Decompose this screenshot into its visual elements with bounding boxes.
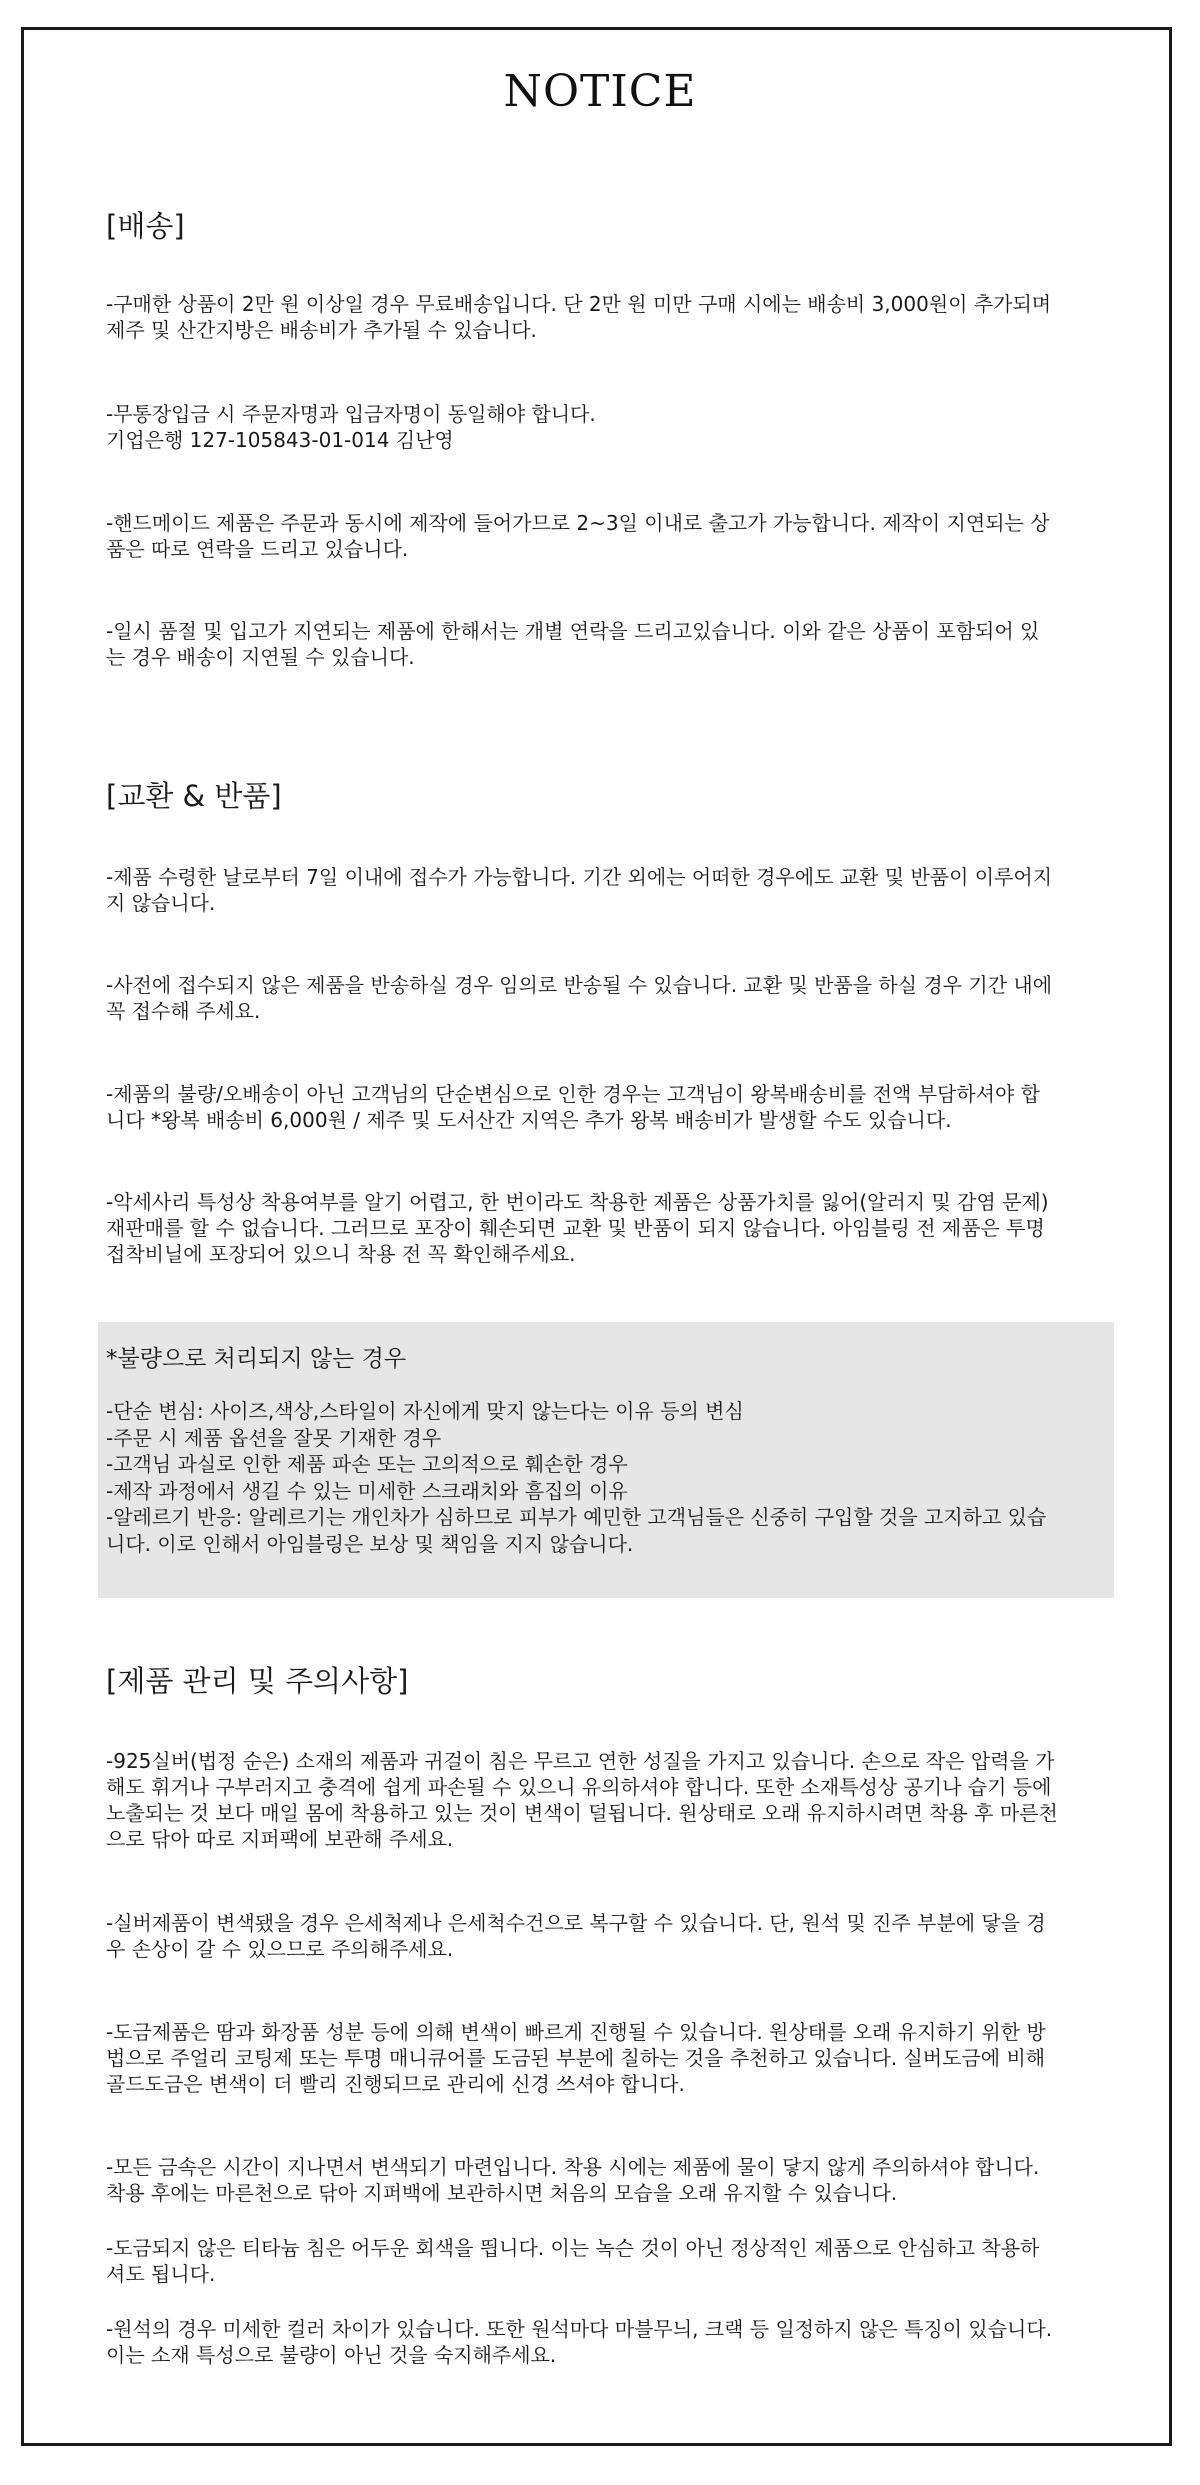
defect-box-title: *불량으로 처리되지 않는 경우: [106, 1346, 407, 1372]
text-line: -도금제품은 땀과 화장품 성분 등에 의해 변색이 빠르게 진행될 수 있습니다. 원상태를 오래 유지하기 위한 방: [106, 2020, 1046, 2044]
section-heading-care: [제품 관리 및 주의사항]: [106, 1664, 409, 1698]
care-paragraph-4: [106, 2154, 1116, 2206]
defect-list: [106, 1398, 1111, 1557]
care-paragraph-3: [106, 2019, 1116, 2097]
text-line: 니다 *왕복 배송비 6,000원 / 제주 및 도서산간 지역은 추가 왕복 배송비가 발생할 수도 있습니다.: [106, 1108, 952, 1132]
care-paragraph-5: [106, 2235, 1116, 2287]
text-line: -무통장입금 시 주문자명과 입금자명이 동일해야 합니다.: [106, 402, 596, 426]
shipping-paragraph-3: [106, 510, 1116, 562]
text-line: 제주 및 산간지방은 배송비가 추가될 수 있습니다.: [106, 318, 537, 342]
text-line: 착용 후에는 마른천으로 닦아 지퍼백에 보관하시면 처음의 모습을 오래 유지할 수 있습니다.: [106, 2181, 898, 2205]
shipping-paragraph-4: [106, 618, 1116, 670]
text-line: -원석의 경우 미세한 컬러 차이가 있습니다. 또한 원석마다 마블무늬, 크랙 등 일정하지 않은 특징이 있습니다.: [106, 2317, 1053, 2341]
text-line: 셔도 됩니다.: [106, 2262, 216, 2286]
text-line: -구매한 상품이 2만 원 이상일 경우 무료배송입니다. 단 2만 원 미만 구매 시에는 배송비 3,000원이 추가되며: [106, 292, 1052, 316]
text-line: 우 손상이 갈 수 있으므로 주의해주세요.: [106, 1937, 454, 1961]
exchange-paragraph-4: [106, 1189, 1116, 1267]
care-paragraph-6: [106, 2316, 1116, 2368]
text-line: 으로 닦아 따로 지퍼팩에 보관해 주세요.: [106, 1827, 454, 1851]
text-line: 재판매를 할 수 없습니다. 그러므로 포장이 훼손되면 교환 및 반품이 되지 않습니다. 아임블링 전 제품은 투명: [106, 1216, 1045, 1240]
section-heading-exchange: [교환 & 반품]: [106, 779, 282, 813]
list-item: -단순 변심: 사이즈,색상,스타일이 자신에게 맞지 않는다는 이유 등의 변심: [106, 1399, 744, 1423]
text-line: 이는 소재 특성으로 불량이 아닌 것을 숙지해주세요.: [106, 2343, 557, 2367]
text-line: -실버제품이 변색됐을 경우 은세척제나 은세척수건으로 복구할 수 있습니다. 단, 원석 및 진주 부분에 닿을 경: [106, 1911, 1046, 1935]
list-item: -고객님 과실로 인한 제품 파손 또는 고의적으로 훼손한 경우: [106, 1452, 628, 1476]
exchange-paragraph-3: [106, 1081, 1116, 1133]
text-line: 해도 휘거나 구부러지고 충격에 쉽게 파손될 수 있으니 유의하셔야 합니다. 또한 소재특성상 공기나 습기 등에: [106, 1775, 1052, 1799]
text-line: 접착비닐에 포장되어 있으니 착용 전 꼭 확인해주세요.: [106, 1242, 576, 1266]
text-line: -제품의 불량/오배송이 아닌 고객님의 단순변심으로 인한 경우는 고객님이 왕복배송비를 전액 부담하셔야 합: [106, 1082, 1040, 1106]
text-line: -악세사리 특성상 착용여부를 알기 어렵고, 한 번이라도 착용한 제품은 상품가치를 잃어(알러지 및 감염 문제): [106, 1190, 1049, 1214]
bank-account-line: 기업은행 127-105843-01-014 김난영: [106, 428, 454, 452]
list-item: -알레르기 반응: 알레르기는 개인차가 심하므로 피부가 예민한 고객님들은 신중히 구입할 것을 고지하고 있습: [106, 1505, 1047, 1529]
text-line: -도금되지 않은 티타늄 침은 어두운 회색을 띕니다. 이는 녹슨 것이 아닌 정상적인 제품으로 안심하고 착용하: [106, 2236, 1040, 2260]
text-line: -925실버(법정 순은) 소재의 제품과 귀걸이 침은 무르고 연한 성질을 가지고 있습니다. 손으로 작은 압력을 가: [106, 1749, 1055, 1773]
text-line: 지 않습니다.: [106, 891, 216, 915]
shipping-paragraph-1: [106, 291, 1116, 343]
list-item: -주문 시 제품 옵션을 잘못 기재한 경우: [106, 1425, 442, 1450]
list-item: 니다. 이로 인해서 아임블링은 보상 및 책임을 지지 않습니다.: [106, 1531, 634, 1556]
exchange-paragraph-1: [106, 864, 1116, 916]
text-line: 품은 따로 연락을 드리고 있습니다.: [106, 537, 409, 561]
text-line: -사전에 접수되지 않은 제품을 반송하실 경우 임의로 반송될 수 있습니다. 교환 및 반품을 하실 경우 기간 내에: [106, 973, 1053, 997]
text-line: 노출되는 것 보다 매일 몸에 착용하고 있는 것이 변색이 덜됩니다. 원상태로 오래 유지하시려면 착용 후 마른천: [106, 1801, 1058, 1825]
text-line: -핸드메이드 제품은 주문과 동시에 제작에 들어가므로 2~3일 이내로 출고가 가능합니다. 제작이 지연되는 상: [106, 511, 1050, 535]
text-line: 꼭 접수해 주세요.: [106, 999, 261, 1023]
text-line: 골드도금은 변색이 더 빨리 진행되므로 관리에 신경 쓰셔야 합니다.: [106, 2072, 685, 2096]
list-item: -제작 과정에서 생길 수 있는 미세한 스크래치와 흠집의 이유: [106, 1478, 628, 1503]
text-line: -모든 금속은 시간이 지나면서 변색되기 마련입니다. 착용 시에는 제품에 물이 닿지 않게 주의하셔야 합니다.: [106, 2155, 1040, 2179]
care-paragraph-1: [106, 1748, 1116, 1852]
exchange-paragraph-2: [106, 972, 1116, 1024]
shipping-paragraph-2: [106, 401, 1116, 453]
text-line: 법으로 주얼리 코팅제 또는 투명 매니큐어를 도금된 부분에 칠하는 것을 추천하고 있습니다. 실버도금에 비해: [106, 2046, 1046, 2070]
section-heading-shipping: [배송]: [106, 209, 185, 243]
text-line: -제품 수령한 날로부터 7일 이내에 접수가 가능합니다. 기간 외에는 어떠한 경우에도 교환 및 반품이 이루어지: [106, 865, 1053, 889]
text-line: -일시 품절 및 입고가 지연되는 제품에 한해서는 개별 연락을 드리고있습니다. 이와 같은 상품이 포함되어 있: [106, 619, 1040, 643]
care-paragraph-2: [106, 1910, 1116, 1962]
page-title: NOTICE: [503, 66, 697, 117]
text-line: 는 경우 배송이 지연될 수 있습니다.: [106, 645, 415, 669]
